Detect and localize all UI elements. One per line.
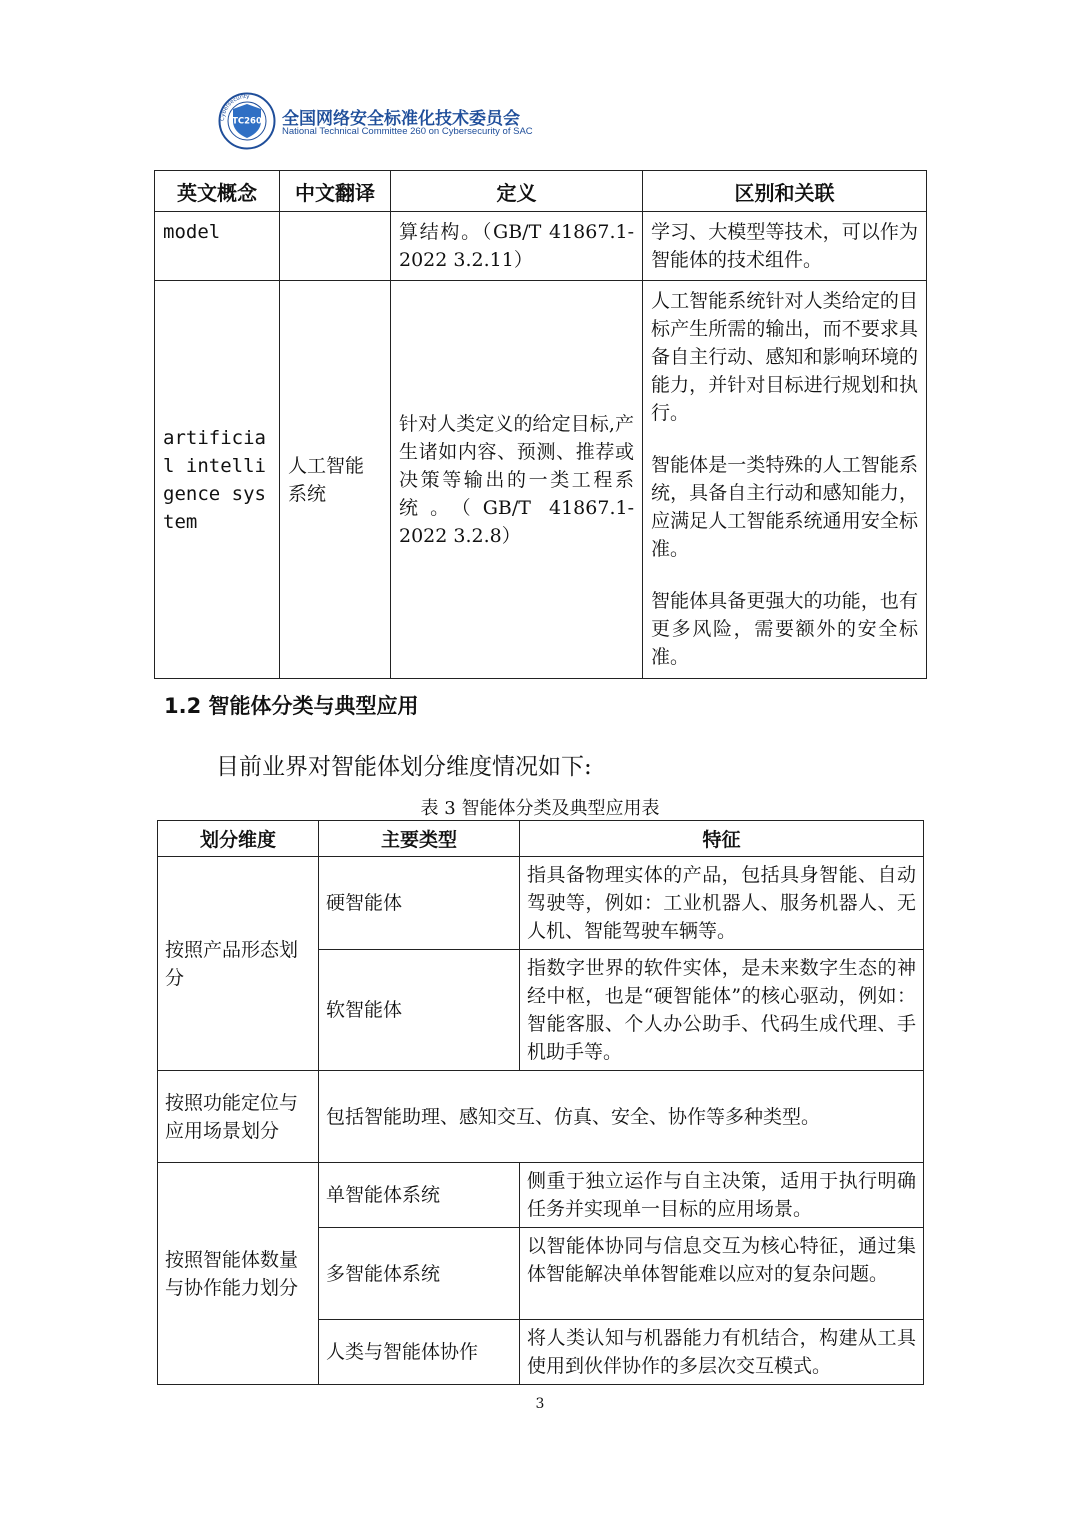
cell-en: model — [155, 212, 280, 281]
logo-text: TC260 — [232, 116, 262, 127]
table-caption: 表 3 智能体分类及典型应用表 — [420, 798, 660, 819]
cell-type: 单智能体系统 — [319, 1163, 520, 1228]
cell-feature: 指数字世界的软件实体，是未来数字生态的神经中枢，也是“硬智能体”的核心驱动，例如：智能客服、个人办公助手、代码生成代理、手机助手等。 — [520, 950, 924, 1071]
cell-feature: 侧重于独立运作与自主决策，适用于执行明确任务并实现单一目标的应用场景。 — [520, 1163, 924, 1228]
col-header-relation: 区别和关联 — [643, 171, 927, 212]
col-header-type: 主要类型 — [319, 821, 520, 857]
cell-type: 硬智能体 — [319, 857, 520, 950]
svg-text:Cybersecurity: Cybersecurity — [219, 93, 250, 122]
classification-table — [157, 820, 924, 1385]
table-row — [155, 281, 927, 679]
intro-paragraph: 目前业界对智能体划分维度情况如下: — [216, 754, 592, 780]
col-header-dimension: 划分维度 — [158, 821, 319, 857]
table-row — [158, 857, 924, 950]
cell-type: 多智能体系统 — [319, 1228, 520, 1320]
cell-cn — [280, 212, 391, 281]
relation-paragraph: 学习、大模型等技术，可以作为智能体的技术组件。 — [651, 221, 918, 271]
org-name-en: National Technical Committee 260 on Cybersecurity of SAC — [282, 126, 533, 137]
relation-paragraph: 智能体是一类特殊的人工智能系统，具备自主行动和感知能力，应满足人工智能系统通用安全标准。 — [651, 454, 918, 560]
concept-table — [154, 170, 927, 679]
relation-paragraph: 人工智能系统针对人类给定的目标产生所需的输出，而不要求具备自主行动、感知和影响环境的能力，并针对目标进行规划和执行。 — [651, 290, 918, 424]
cell-feature: 以智能体协同与信息交互为核心特征，通过集体智能解决单体智能难以应对的复杂问题。 — [520, 1228, 924, 1320]
table-header-row — [155, 171, 927, 212]
table-row — [158, 1163, 924, 1228]
cell-cn: 人工智能系统 — [280, 281, 391, 679]
col-header-cn: 中文翻译 — [280, 171, 391, 212]
cell-feature: 将人类认知与机器能力有机结合，构建从工具使用到伙伴协作的多层次交互模式。 — [520, 1320, 924, 1385]
document-header — [218, 92, 538, 150]
cell-type: 软智能体 — [319, 950, 520, 1071]
cell-relation — [643, 281, 927, 679]
table-row — [155, 212, 927, 281]
cell-merged-feature: 包括智能助理、感知交互、仿真、安全、协作等多种类型。 — [319, 1071, 924, 1163]
cell-dimension: 按照功能定位与应用场景划分 — [158, 1071, 319, 1163]
cell-relation — [643, 212, 927, 281]
cell-dimension: 按照智能体数量与协作能力划分 — [158, 1163, 319, 1385]
col-header-en: 英文概念 — [155, 171, 280, 212]
tc260-logo-icon — [218, 92, 276, 150]
cell-definition: 算结构。（GB/T 41867.1-2022 3.2.11） — [391, 212, 643, 281]
cell-definition: 针对人类定义的给定目标,产生诸如内容、预测、推荐或决策等输出的一类工程系统。（GB/T 41867.1-2022 3.2.8） — [391, 281, 643, 679]
col-header-definition: 定义 — [391, 171, 643, 212]
table-header-row — [158, 821, 924, 857]
table-row — [158, 1071, 924, 1163]
section-title: 1.2 智能体分类与典型应用 — [164, 694, 419, 718]
col-header-feature: 特征 — [520, 821, 924, 857]
cell-type: 人类与智能体协作 — [319, 1320, 520, 1385]
cell-feature: 指具备物理实体的产品，包括具身智能、自动驾驶等，例如：工业机器人、服务机器人、无人机、智能驾驶车辆等。 — [520, 857, 924, 950]
page-number: 3 — [535, 1396, 545, 1412]
cell-en: artificial intelligence system — [155, 281, 280, 679]
org-name-cn: 全国网络安全标准化技术委员会 — [282, 109, 520, 129]
relation-paragraph: 智能体具备更强大的功能，也有更多风险，需要额外的安全标准。 — [651, 590, 918, 668]
cell-dimension: 按照产品形态划分 — [158, 857, 319, 1071]
